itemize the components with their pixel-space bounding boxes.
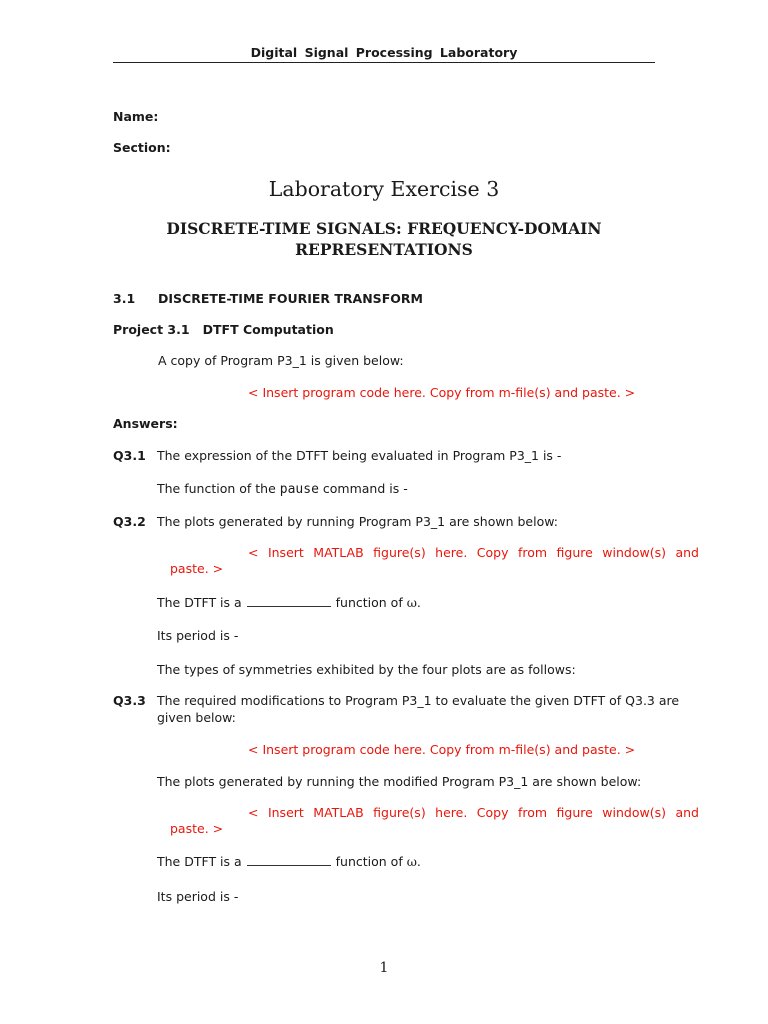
omega-symbol: ω. [406,595,421,610]
q32-text: The plots generated by running Program P3_1 are shown below: [157,514,558,529]
q32-dtft-after: function of [331,595,407,610]
q33-text-line-1: The required modifications to Program P3_1 to evaluate the given DTFT of Q3.3 are [157,693,680,708]
q33-plots-text: The plots generated by running the modified Program P3_1 are shown below: [157,774,642,789]
section-number: 3.1 [113,291,136,306]
project-heading [113,322,334,337]
code-placeholder-2: < Insert program code here. Copy from m-file(s) and paste. > [248,742,636,757]
running-header: Digital Signal Processing Laboratory [250,45,518,60]
q32-label: Q3.2 [113,514,146,529]
q33-period: Its period is - [157,889,239,904]
q31-label: Q3.1 [113,448,146,463]
page-title: Laboratory Exercise 3 [268,177,500,201]
subtitle-line-2: REPRESENTATIONS [295,240,473,259]
answers-label: Answers: [113,416,178,431]
q31-pause-line [157,481,408,497]
q33-dtft-before: The DTFT is a [157,854,246,869]
project-title: DTFT Computation [202,322,334,337]
section-label: Section: [113,140,171,155]
q31-pause-after: command is - [318,481,408,496]
header-rule [113,62,655,63]
intro-text: A copy of Program P3_1 is given below: [158,353,404,368]
q33-dtft-after: function of [331,854,407,869]
q32-symmetries: The types of symmetries exhibited by the four plots are as follows: [157,662,576,677]
answer-blank[interactable] [247,854,331,866]
q31-text: The expression of the DTFT being evaluated in Program P3_1 is - [157,448,562,463]
q32-period: Its period is - [157,628,239,643]
code-placeholder-1: < Insert program code here. Copy from m-file(s) and paste. > [248,385,636,400]
q33-text-line-2: given below: [157,710,236,725]
figure-placeholder-2-line-1: < Insert MATLAB figure(s) here. Copy from figure window(s) and [248,805,699,820]
figure-placeholder-1-line-1: < Insert MATLAB figure(s) here. Copy from figure window(s) and [248,545,699,560]
figure-placeholder-2-line-2: paste. > [170,821,224,836]
q33-dtft-line [157,854,421,869]
name-label: Name: [113,109,159,124]
section-heading: DISCRETE-TIME FOURIER TRANSFORM [158,291,423,306]
q32-dtft-line [157,595,421,610]
answer-blank[interactable] [247,595,331,607]
q32-dtft-before: The DTFT is a [157,595,246,610]
figure-placeholder-1-line-2: paste. > [170,561,224,576]
q31-pause-before: The function of the [157,481,280,496]
omega-symbol: ω. [406,854,421,869]
q33-label: Q3.3 [113,693,146,708]
page-number: 1 [379,960,389,976]
subtitle-line-1: DISCRETE-TIME SIGNALS: FREQUENCY-DOMAIN [166,219,602,238]
pause-keyword: pause [279,482,319,497]
project-label: Project 3.1 [113,322,190,337]
